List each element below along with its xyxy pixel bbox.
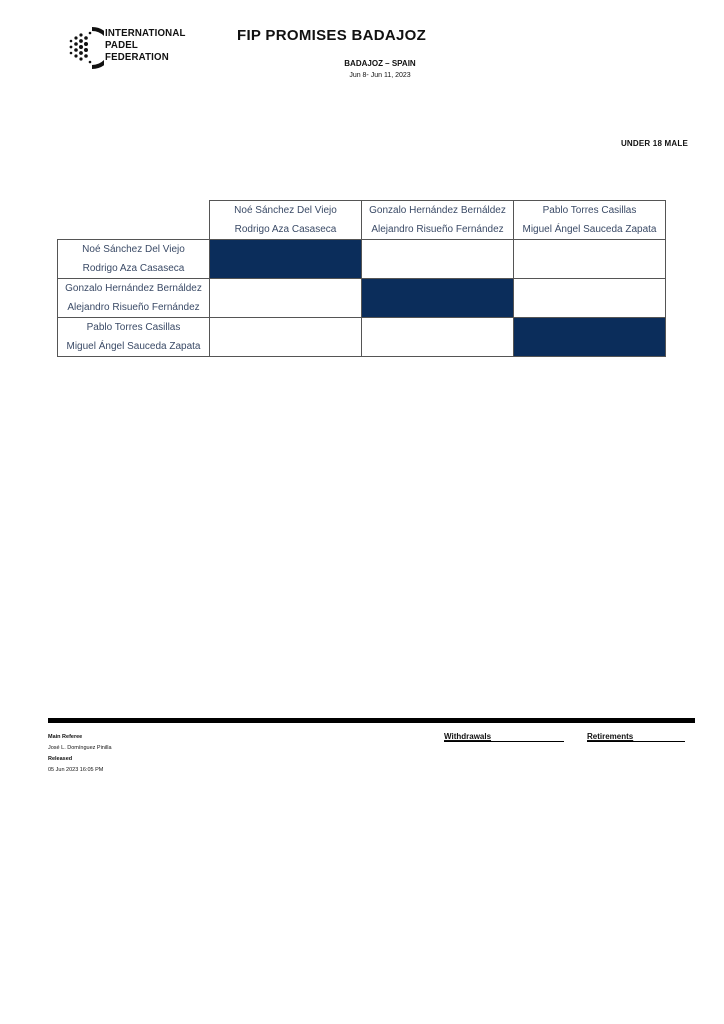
table-row — [58, 240, 666, 279]
category-label: UNDER 18 MALE — [620, 139, 688, 148]
column-header-team-1 — [210, 201, 362, 240]
result-cell — [362, 318, 514, 357]
tournament-dates: Jun 8- Jun 11, 2023 — [349, 72, 411, 79]
result-cell — [514, 279, 666, 318]
row-team-1-player-1: Noé Sánchez Del Viejo — [82, 244, 185, 255]
col-team-2-player-1: Gonzalo Hernández Bernáldez — [369, 205, 506, 216]
col-team-3-player-2: Miguel Ángel Sauceda Zapata — [522, 224, 657, 235]
released-date: 05 Jun 2023 16:05 PM — [48, 767, 104, 773]
result-cell — [210, 279, 362, 318]
col-team-1-player-1: Noé Sánchez Del Viejo — [234, 205, 337, 216]
logo-line-2: PADEL — [105, 39, 138, 51]
row-header-team-1 — [58, 240, 210, 279]
logo-line-3: FEDERATION — [105, 51, 169, 63]
tournament-title: FIP PROMISES BADAJOZ — [237, 27, 427, 44]
tournament-location: BADAJOZ – SPAIN — [344, 59, 416, 68]
column-header-team-3 — [514, 201, 666, 240]
column-header-team-2 — [362, 201, 514, 240]
col-team-1-player-2: Rodrigo Aza Casaseca — [234, 224, 337, 235]
result-cell — [514, 240, 666, 279]
retirements-label: Retirements — [587, 732, 634, 741]
retirements-line — [587, 741, 685, 742]
table-row — [58, 279, 666, 318]
grid-corner — [58, 201, 210, 240]
row-team-2-player-2: Alejandro Risueño Fernández — [67, 302, 200, 313]
row-team-1-player-2: Rodrigo Aza Casaseca — [82, 263, 185, 274]
released-label: Released — [48, 756, 73, 762]
col-team-2-player-2: Alejandro Risueño Fernández — [371, 224, 504, 235]
referee-label: Main Referee — [48, 734, 83, 740]
result-cell — [362, 240, 514, 279]
row-header-team-2 — [58, 279, 210, 318]
round-robin-grid — [57, 200, 666, 357]
row-header-team-3 — [58, 318, 210, 357]
header-row — [58, 201, 666, 240]
withdrawals-line — [444, 741, 564, 742]
footer-divider — [48, 718, 695, 723]
result-cell — [210, 318, 362, 357]
diagonal-cell — [210, 240, 362, 279]
row-team-3-player-1: Pablo Torres Casillas — [86, 322, 181, 333]
referee-name: José L. Domínguez Pinilla — [48, 745, 112, 751]
table-row — [58, 318, 666, 357]
withdrawals-label: Withdrawals — [444, 732, 492, 741]
logo-line-1: INTERNATIONAL — [105, 27, 186, 39]
row-team-3-player-2: Miguel Ángel Sauceda Zapata — [66, 341, 201, 352]
diagonal-cell — [362, 279, 514, 318]
diagonal-cell — [514, 318, 666, 357]
row-team-2-player-1: Gonzalo Hernández Bernáldez — [65, 283, 202, 294]
col-team-3-player-1: Pablo Torres Casillas — [542, 205, 637, 216]
